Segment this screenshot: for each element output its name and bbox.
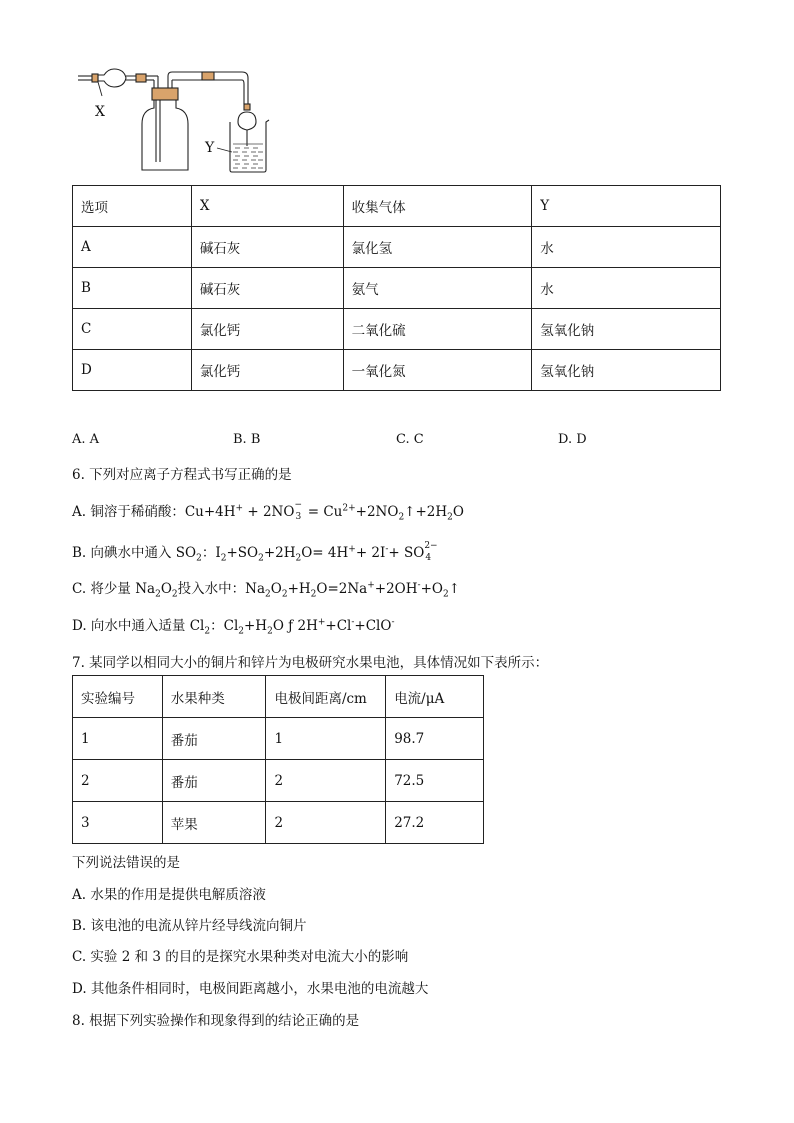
table-header-cell: 水果种类	[162, 676, 266, 718]
figure-label-y: Y	[205, 140, 215, 156]
table-cell: 27.2	[386, 802, 484, 844]
table-cell: 3	[73, 802, 163, 844]
table-header-cell: 选项	[73, 186, 192, 227]
table-cell: C	[73, 309, 192, 350]
table-row	[73, 227, 721, 268]
table-row	[73, 350, 721, 391]
q7-stem: 7. 某同学以相同大小的铜片和锌片为电极研究水果电池，具体情况如下表所示：	[72, 655, 549, 671]
q6-stem: 6. 下列对应离子方程式书写正确的是	[72, 467, 292, 483]
table-cell: 番茄	[162, 718, 266, 760]
table-cell: 苹果	[162, 802, 266, 844]
q6-option-b[interactable]: B. 向碘水中通入 $SO_2$：$I_2+SO_2+2H_2O= 4H^++ 2I^-+$ SO 2− 4	[72, 540, 438, 564]
q7-option-d[interactable]: D. 其他条件相同时，电极间距离越小，水果电池的电流越大	[72, 981, 429, 997]
table-cell: 1	[266, 718, 386, 760]
table-cell: 氯化氢	[343, 227, 532, 268]
q6-option-c[interactable]: C. 将少量 $Na_2O_2$投入水中：$Na_2O_2+H_2O=2Na^++2OH^-+O_2↑$	[72, 580, 461, 600]
table-header-row	[73, 676, 484, 718]
table-cell: 72.5	[386, 760, 484, 802]
reagent-table	[72, 185, 721, 391]
table-row	[73, 760, 484, 802]
table-cell: 氨气	[343, 268, 532, 309]
table-cell: A	[73, 227, 192, 268]
table-cell: 一氧化氮	[343, 350, 532, 391]
table-cell: 二氧化硫	[343, 309, 532, 350]
table-row	[73, 309, 721, 350]
q6-option-d[interactable]: D. 向水中通入适量 $Cl_2$：$Cl_2+H_2O$ ƒ 2H++Cl-+ClO-	[72, 617, 395, 637]
table-row	[73, 268, 721, 309]
table-cell: 2	[266, 802, 386, 844]
table-header-cell: 电极间距离/cm	[266, 676, 386, 718]
table-header-row	[73, 186, 721, 227]
table-cell: 2	[73, 760, 163, 802]
table-header-cell: 实验编号	[73, 676, 163, 718]
table-cell: 水	[532, 227, 721, 268]
table-cell: 1	[73, 718, 163, 760]
table-cell: 碱石灰	[191, 227, 343, 268]
table-header-cell: Y	[532, 186, 721, 227]
gas-collection-apparatus	[72, 66, 292, 178]
q5-option-a[interactable]: A. A	[72, 432, 100, 447]
figure-label-x: X	[95, 104, 105, 120]
table-row	[73, 718, 484, 760]
q5-option-c[interactable]: C. C	[396, 432, 424, 447]
q7-option-a[interactable]: A. 水果的作用是提供电解质溶液	[72, 887, 266, 903]
q7-prompt: 下列说法错误的是	[72, 855, 180, 871]
table-cell: 番茄	[162, 760, 266, 802]
q8-stem: 8. 根据下列实验操作和现象得到的结论正确的是	[72, 1013, 360, 1029]
q5-option-b[interactable]: B. B	[233, 432, 261, 447]
table-header-cell: 收集气体	[343, 186, 532, 227]
table-cell: 2	[266, 760, 386, 802]
table-cell: B	[73, 268, 192, 309]
table-header-cell: 电流/μA	[386, 676, 484, 718]
table-cell: 氯化钙	[191, 350, 343, 391]
table-cell: 氢氧化钠	[532, 350, 721, 391]
q7-option-c[interactable]: C. 实验 2 和 3 的目的是探究水果种类对电流大小的影响	[72, 949, 409, 965]
fruit-battery-table	[72, 675, 484, 844]
table-cell: 水	[532, 268, 721, 309]
table-cell: 碱石灰	[191, 268, 343, 309]
table-header-cell: X	[191, 186, 343, 227]
table-cell: D	[73, 350, 192, 391]
q5-option-d[interactable]: D. D	[558, 432, 587, 447]
table-cell: 98.7	[386, 718, 484, 760]
table-row	[73, 802, 484, 844]
table-cell: 氯化钙	[191, 309, 343, 350]
q6-option-a[interactable]: A. 铜溶于稀硝酸：Cu+4H+ + 2NO − 3 = $Cu^{2+}+2NO_2↑+2H_2O$	[72, 499, 464, 523]
table-cell: 氢氧化钠	[532, 309, 721, 350]
q7-option-b[interactable]: B. 该电池的电流从锌片经导线流向铜片	[72, 918, 307, 934]
